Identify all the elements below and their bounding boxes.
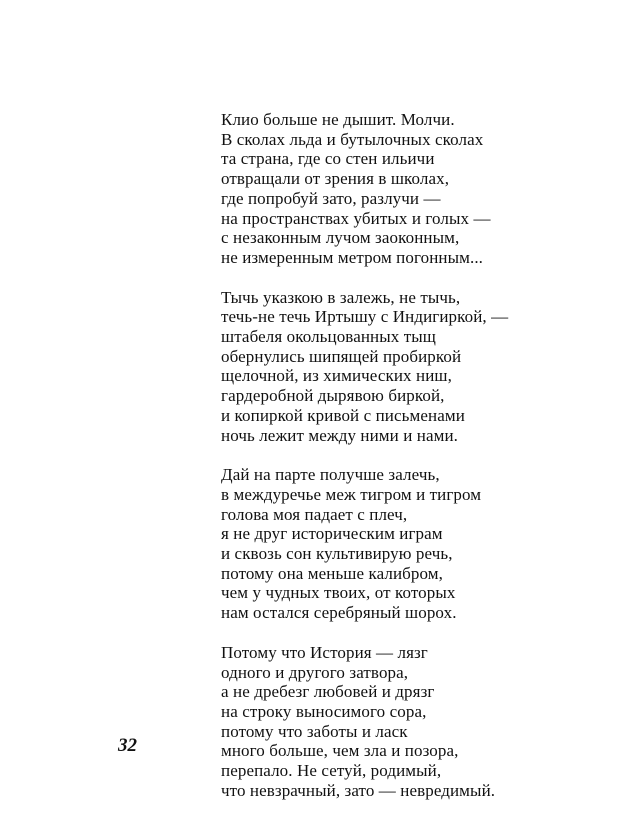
page-number: 32 (118, 735, 137, 756)
poem-line: потому что заботы и ласк (221, 721, 408, 741)
poem-line: отвращали от зрения в школах, (221, 169, 450, 189)
poem-line: та страна, где со стен ильичи (221, 149, 435, 169)
poem-line: штабеля окольцованных тыщ (221, 327, 436, 347)
poem-line: нам остался серебряный шорох. (221, 603, 457, 623)
poem-line: и сквозь сон культивирую речь, (221, 544, 453, 564)
poem-line: ночь лежит между ними и нами. (221, 425, 459, 445)
poem-line: обернулись шипящей пробиркой (221, 346, 462, 366)
poem-line: В сколах льда и бутылочных сколах (221, 129, 484, 149)
poem-line: гардеробной дырявою биркой, (221, 386, 445, 406)
poem-line: не измеренным метром погонным... (221, 247, 484, 267)
stanza-2 (221, 288, 621, 446)
poem-line: Дай на парте получше залечь, (221, 465, 440, 485)
poem-line: Потому что История — лязг (221, 642, 428, 662)
poem-line: а не дребезг любовей и дрязг (221, 682, 435, 702)
stanza-1 (221, 110, 621, 268)
poem-line: в междуречье меж тигром и тигром (221, 484, 482, 504)
stanza-3 (221, 465, 621, 623)
poem-line: с незаконным лучом заоконным, (221, 228, 460, 248)
poem-line: перепало. Не сетуй, родимый, (221, 761, 442, 781)
poem-line: много больше, чем зла и позора, (221, 741, 459, 761)
poem-line: чем у чудных твоих, от которых (221, 583, 456, 603)
poem-line: голова моя падает с плеч, (221, 504, 408, 524)
stanza-4 (221, 643, 621, 801)
poem-line: что невзрачный, зато — невредимый. (221, 780, 496, 800)
poem-line: на строку выносимого сора, (221, 701, 427, 721)
poem-line: на пространствах убитых и голых — (221, 208, 491, 228)
poem-line: течь-не течь Иртышу с Индигиркой, — (221, 307, 509, 327)
poem-line: потому она меньше калибром, (221, 563, 444, 583)
poem-line: и копиркой кривой с письменами (221, 405, 465, 425)
poem-line: Клио больше не дышит. Молчи. (221, 110, 455, 129)
poem (221, 110, 621, 821)
poem-line: Тычь указкою в залежь, не тычь, (221, 287, 461, 307)
poem-line: щелочной, из химических ниш, (221, 366, 452, 386)
poem-line: где попробуй зато, разлучи — (221, 188, 441, 208)
poem-line: одного и другого затвора, (221, 662, 409, 682)
poem-line: я не друг историческим играм (221, 524, 443, 544)
